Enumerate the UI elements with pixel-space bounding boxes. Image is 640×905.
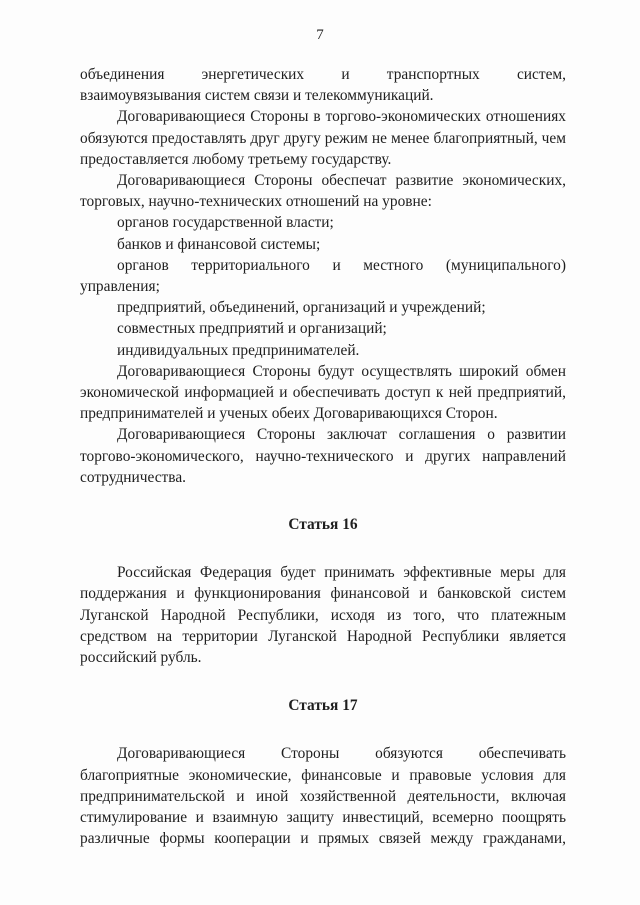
list-item: банков и финансовой системы; (117, 235, 321, 253)
paragraph: Договаривающиеся Стороны обеспечат развитие экономических, торговых, научно-технических отношений на уровне: (80, 172, 566, 211)
paragraph-line: взаимоувязывания систем связи и телекоммуникаций. (80, 87, 434, 105)
list-item: органов государственной власти; (117, 214, 334, 232)
list-item: предприятий, объединений, организаций и учреждений; (117, 299, 486, 317)
article-heading: Статья 16 (288, 516, 358, 534)
paragraph: Договаривающиеся Стороны заключат соглашения о развитии торгово-экономического, научно-технического и других направлений сотрудничества. (80, 426, 566, 486)
paragraph: Договаривающиеся Стороны в торгово-экономических отношениях обязуются предоставлять друг другу режим не менее благоприятный, чем предоставляется любому третьему государству. (80, 108, 566, 168)
list-item: совместных предприятий и организаций; (117, 320, 387, 338)
list-item: индивидуальных предпринимателей. (117, 341, 360, 359)
article-paragraph: Российская Федерация будет принимать эффективные меры для поддержания и функционирования финансовой и банковской систем Луганской Народной Республики, исходя из того, что платежным средством на территории Луганской Народной Республики является российский рубль. (80, 564, 566, 667)
article-paragraph: Договаривающиеся Стороны обязуются обеспечивать благоприятные экономические, финансовые и правовые условия для предпринимательской и иной хозяйственной деятельности, включая стимулирование и взаимную защиту инвестиций, всемерно поощрять различные формы кооперации и прямых связей между гражданами, (80, 745, 566, 848)
list-item: органов территориального и местного (муниципального) управления; (80, 256, 566, 296)
article-heading: Статья 17 (288, 697, 358, 715)
document-body (80, 64, 566, 850)
page-number: 7 (316, 27, 324, 43)
paragraph: Договаривающиеся Стороны будут осуществлять широкий обмен экономической информацией и обеспечивать доступ к ней предприятий, предпринимателей и ученых обеих Договаривающихся Сторон. (80, 362, 566, 423)
paragraph-line: объединения энергетических и транспортных систем, (80, 66, 566, 83)
